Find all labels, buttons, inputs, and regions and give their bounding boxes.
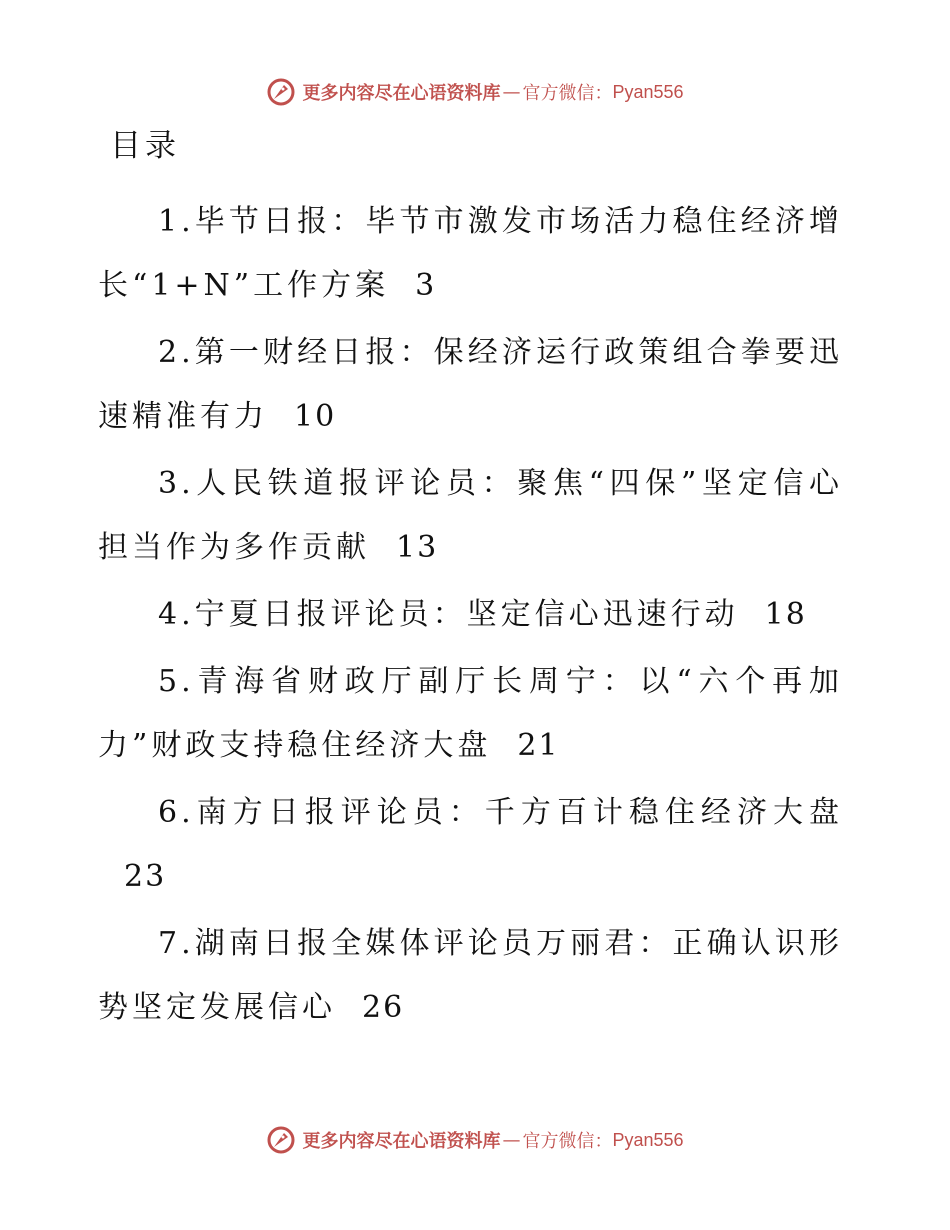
toc-item-page: 3: [415, 268, 437, 303]
banner-wechat-label: 官方微信：: [522, 83, 613, 104]
toc-item[interactable]: [98, 583, 843, 647]
pen-nib-icon: [266, 77, 296, 107]
toc-item[interactable]: [98, 190, 843, 318]
toc-item[interactable]: [98, 321, 843, 449]
banner-brand: 更多内容尽在心语资料库: [302, 83, 501, 104]
banner-separator: —: [502, 1129, 521, 1151]
toc-item[interactable]: [98, 650, 843, 778]
toc-item-page: 13: [396, 530, 439, 565]
toc-list: [98, 190, 843, 1043]
banner-brand: 更多内容尽在心语资料库: [302, 1131, 501, 1152]
pen-nib-icon: [266, 1125, 296, 1155]
toc-item-text: 6.南方日报评论员：千方百计稳住经济大盘: [158, 795, 843, 830]
toc-item-text: 7.湖南日报全媒体评论员万丽君：正确认识形势坚定发展信心: [98, 926, 843, 1025]
header-banner: [0, 72, 950, 112]
footer-banner: [0, 1120, 950, 1160]
banner-wechat-label: 官方微信：: [522, 1131, 613, 1152]
toc-title: 目录: [110, 128, 180, 164]
toc-item-text: 4.宁夏日报评论员：坚定信心迅速行动: [158, 597, 739, 632]
banner-account: Pyan556: [612, 1129, 684, 1150]
toc-item-page: 23: [124, 859, 167, 894]
toc-item[interactable]: [98, 452, 843, 580]
toc-item-page: 26: [362, 990, 405, 1025]
toc-item[interactable]: [98, 781, 843, 909]
toc-item-text: 1.毕节日报：毕节市激发市场活力稳住经济增长“1+N”工作方案: [98, 204, 843, 303]
banner-separator: —: [502, 81, 521, 103]
toc-item-page: 10: [294, 399, 337, 434]
toc-item-page: 21: [517, 728, 560, 763]
toc-item-text: 3.人民铁道报评论员：聚焦“四保”坚定信心担当作为多作贡献: [98, 466, 843, 565]
banner-account: Pyan556: [612, 81, 684, 102]
toc-item-page: 18: [764, 597, 807, 632]
toc-item[interactable]: [98, 912, 843, 1040]
toc-item-text: 2.第一财经日报：保经济运行政策组合拳要迅速精准有力: [98, 335, 843, 434]
toc-item-text: 5.青海省财政厅副厅长周宁：以“六个再加力”财政支持稳住经济大盘: [98, 664, 843, 763]
